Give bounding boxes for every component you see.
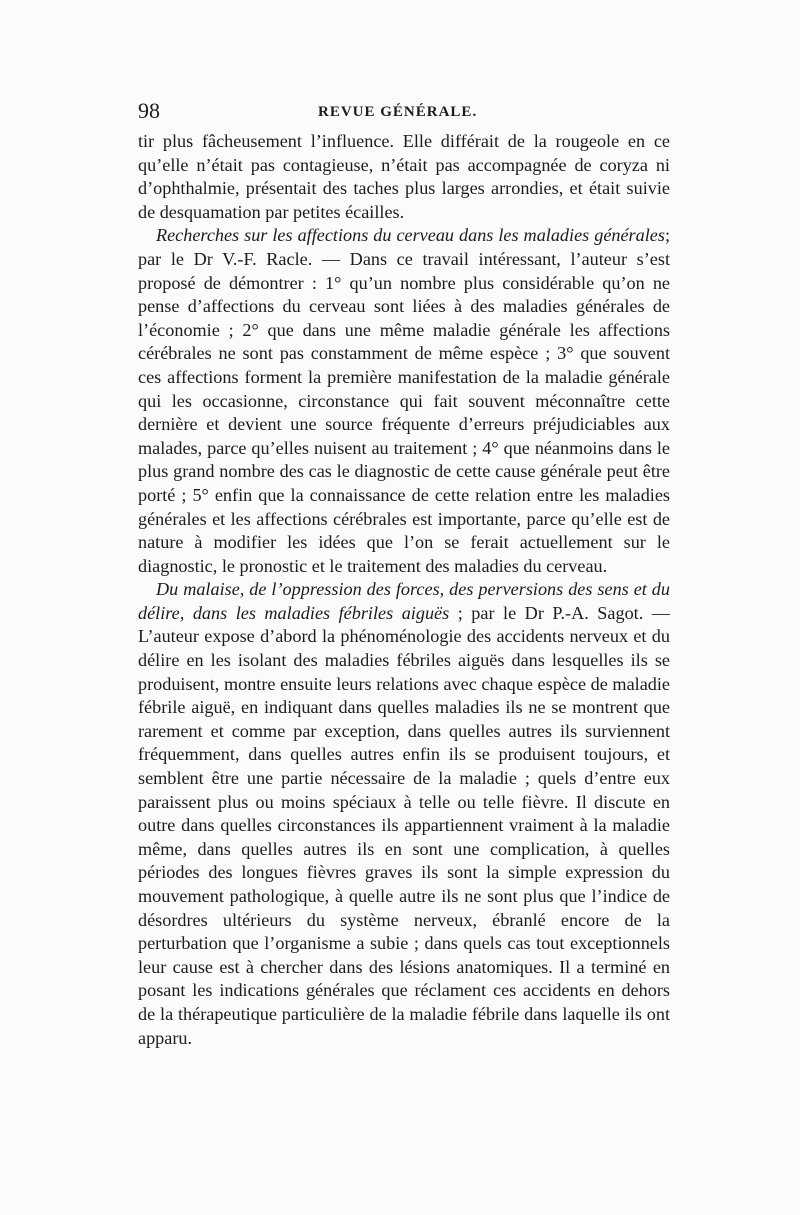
article-title: Du malaise, de l’oppression des forces, des perversions des sens et du délire, dans les maladies fébriles aiguës [138,579,670,623]
article-title: Recherches sur les affections du cerveau dans les maladies générales [156,225,665,246]
running-title: REVUE GÉNÉRALE. [318,104,478,120]
paragraph-continued [138,130,670,224]
paragraph-text: ; par le Dr V.-F. Racle. — Dans ce travail intéressant, l’auteur s’est proposé de démontrer : 1° qu’un nombre plus considérable qu’on ne pense d’affections du cerveau sont liées à des maladies générales de l’économie ; 2° que dans une même maladie générale les affections cérébrales ne sont pas constamment de même espèce ; 3° que souvent ces affections forment la première manifestation de la maladie générale qui les occasionne, circonstance qui fait souvent méconnaître cette dernière et devient une source fréquente d’erreurs préjudiciables aux malades, parce qu’elles nuisent au traitement ; 4° que néanmoins dans le plus grand nombre des cas le diagnostic de cette cause générale peut être porté ; 5° enfin que la connaissance de cette relation entre les maladies générales et les affections cérébrales est importante, parce qu’elle est de nature à modifier les idées que l’on se ferait actuellement sur le diagnostic, le pronostic et le traitement des maladies du cerveau. [138,225,670,576]
paragraph-racle [138,224,670,578]
body-text [138,130,670,1050]
page-number: 98 [138,98,160,123]
page-header [138,98,668,126]
paragraph-text: ; par le Dr P.-A. Sagot. — L’auteur expose d’abord la phénoménologie des accidents nerveux et du délire en les isolant des maladies fébriles aiguës dans lesquelles ils se produisent, montre ensuite leurs relations avec chaque espèce de maladie fébrile aiguë, en indiquant dans quelles maladies ils ne se montrent que rarement et comme par exception, dans quelles autres ils surviennent fréquemment, dans quelles autres enfin ils se produisent toujours, et semblent être une partie nécessaire de la maladie ; quels d’entre eux paraissent plus ou moins spéciaux à telle ou telle fièvre. Il discute en outre dans quelles circonstances ils appartiennent vraiment à la maladie même, dans quelles autres ils en sont une complication, à quelles périodes des longues fièvres graves ils sont la simple expression du mouvement pathologique, à quelle autre ils ne sont plus que l’indice de désordres ultérieurs du système nerveux, ébranlé encore de la perturbation que l’organisme a subie ; dans quels cas tout exceptionnels leur cause est à chercher dans des lésions anatomiques. Il a terminé en posant les indications générales que réclament ces accidents en dehors de la thérapeutique particulière de la maladie fébrile dans laquelle ils ont apparu. [138,602,670,1048]
paragraph-sagot [138,578,670,1050]
paragraph-text: tir plus fâcheusement l’influence. Elle différait de la rougeole en ce qu’elle n’était pas contagieuse, n’était pas accompagnée de coryza ni d’ophthalmie, présentait des taches plus larges arrondies, et était suivie de desquamation par petites écailles. [138,131,670,222]
